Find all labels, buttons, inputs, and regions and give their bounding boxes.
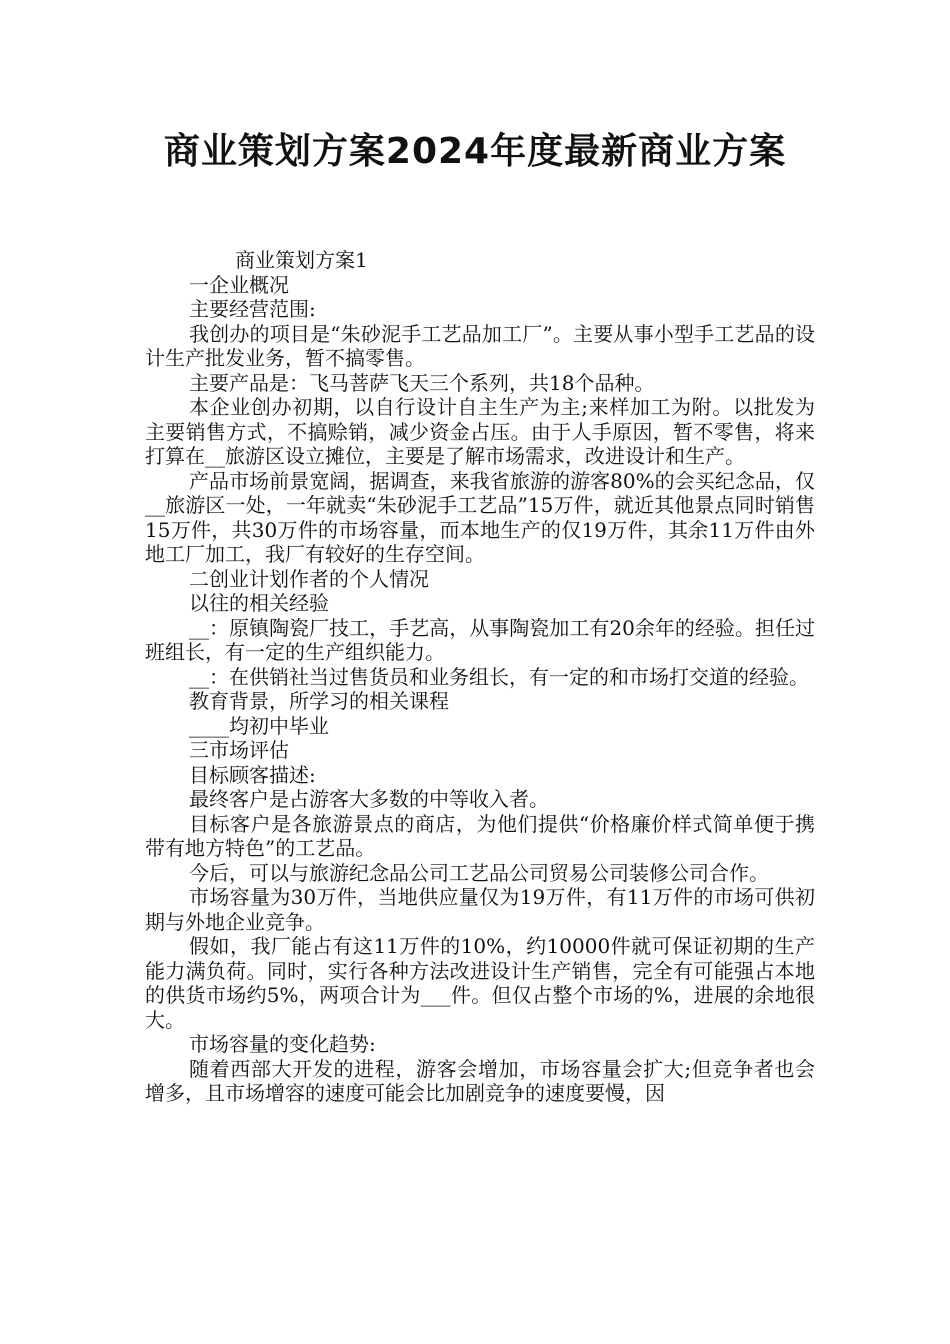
paragraph: 主要产品是：飞马菩萨飞天三个系列，共18个品种。 bbox=[189, 370, 655, 395]
paragraph: __：原镇陶瓷厂技工，手艺高，从事陶瓷加工有20余年的经验。担任过班组长，有一定的生产组织能力。 bbox=[145, 615, 815, 664]
paragraph: 以往的相关经验 bbox=[189, 591, 329, 615]
paragraph: 市场容量的变化趋势: bbox=[189, 1032, 376, 1056]
paragraph: 产品市场前景宽阔，据调查，来我省旅游的游客80%的会买纪念品，仅__旅游区一处，一年就卖“朱砂泥手工艺品”15万件，就近其他景点同时销售15万件，共30万件的市场容量，而本地生产的仅19万件，其余11万件由外地工厂加工，我厂有较好的生存空间。 bbox=[145, 468, 815, 566]
paragraph: 最终客户是占游客大多数的中等收入者。 bbox=[189, 787, 549, 811]
paragraph: __：在供销社当过售货员和业务组长，有一定的和市场打交道的经验。 bbox=[189, 664, 809, 689]
paragraph: 目标顾客描述: bbox=[189, 762, 316, 787]
paragraph: 本企业创办初期，以自行设计自主生产为主;来样加工为附。以批发为主要销售方式，不搞赊销，减少资金占压。由于人手原因，暂不零售，将来打算在__旅游区设立摊位，主要是了解市场需求，改进设计和生产。 bbox=[145, 395, 815, 468]
section-heading: 三市场评估 bbox=[189, 738, 289, 762]
paragraph: 今后，可以与旅游纪念品公司工艺品公司贸易公司装修公司合作。 bbox=[189, 860, 769, 885]
paragraph: 目标客户是各旅游景点的商店，为他们提供“价格廉价样式简单便于携带有地方特色”的工艺品。 bbox=[145, 811, 815, 860]
paragraph: ____均初中毕业 bbox=[189, 713, 329, 738]
paragraph: 我创办的项目是“朱砂泥手工艺品加工厂”。主要从事小型手工艺品的设计生产批发业务，暂不搞零售。 bbox=[145, 321, 815, 370]
document-title: 商业策划方案2024年度最新商业方案 bbox=[163, 131, 787, 172]
paragraph: 市场容量为30万件，当地供应量仅为19万件，有11万件的市场可供初期与外地企业竞争。 bbox=[145, 885, 815, 934]
paragraph: 主要经营范围: bbox=[189, 297, 316, 321]
section-heading: 二创业计划作者的个人情况 bbox=[189, 566, 429, 591]
document-body bbox=[145, 248, 815, 1106]
section-heading: 一企业概况 bbox=[189, 272, 289, 297]
paragraph: 教育背景，所学习的相关课程 bbox=[189, 689, 449, 713]
paragraph: 假如，我厂能占有这11万件的10%，约10000件就可保证初期的生产能力满负荷。同时，实行各种方法改进设计生产销售，完全有可能强占本地的供货市场约5%，两项合计为___件。但仅占整个市场的%，进展的余地很大。 bbox=[145, 934, 815, 1032]
paragraph: 随着西部大开发的进程，游客会增加，市场容量会扩大;但竞争者也会增多，且市场增容的速度可能会比加剧竞争的速度要慢，因 bbox=[145, 1056, 815, 1105]
section-subtitle: 商业策划方案1 bbox=[235, 248, 368, 272]
